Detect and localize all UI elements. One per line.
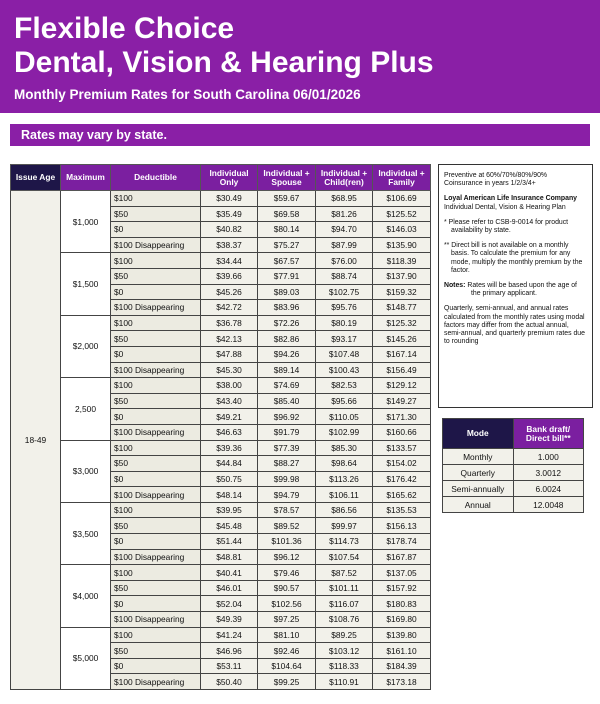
mode-cell: Monthly <box>443 449 514 465</box>
rate-cell: $51.44 <box>201 534 258 550</box>
notes-label: Notes: <box>444 282 466 290</box>
column-header-individual-family: Individual + Family <box>373 165 431 191</box>
rate-cell: $102.75 <box>316 284 373 300</box>
rate-cell: $167.14 <box>373 346 431 362</box>
deductible-cell: $50 <box>111 580 201 596</box>
deductible-cell: $50 <box>111 518 201 534</box>
rate-cell: $154.02 <box>373 456 431 472</box>
rate-cell: $48.14 <box>201 487 258 503</box>
rate-cell: $98.64 <box>316 456 373 472</box>
rate-cell: $46.01 <box>201 580 258 596</box>
rate-cell: $50.75 <box>201 471 258 487</box>
table-row <box>443 465 584 481</box>
table-row <box>11 440 431 456</box>
rate-cell: $85.40 <box>258 393 316 409</box>
rate-cell: $110.91 <box>316 674 373 690</box>
factor-cell: 1.000 <box>513 449 584 465</box>
rate-cell: $114.73 <box>316 534 373 550</box>
rate-cell: $146.03 <box>373 222 431 238</box>
deductible-cell: $100 Disappearing <box>111 674 201 690</box>
rate-cell: $101.11 <box>316 580 373 596</box>
rate-cell: $46.96 <box>201 643 258 659</box>
rate-cell: $89.14 <box>258 362 316 378</box>
rate-cell: $148.77 <box>373 300 431 316</box>
maximum-cell: $1,500 <box>61 253 111 315</box>
maximum-cell: 2,500 <box>61 378 111 440</box>
mode-cell: Annual <box>443 497 514 513</box>
rate-cell: $50.40 <box>201 674 258 690</box>
rate-cell: $45.30 <box>201 362 258 378</box>
deductible-cell: $100 <box>111 627 201 643</box>
rate-cell: $157.92 <box>373 580 431 596</box>
rate-cell: $159.32 <box>373 284 431 300</box>
rate-cell: $160.66 <box>373 424 431 440</box>
rate-cell: $165.62 <box>373 487 431 503</box>
rate-cell: $113.26 <box>316 471 373 487</box>
rate-cell: $95.76 <box>316 300 373 316</box>
rate-cell: $94.26 <box>258 346 316 362</box>
rate-cell: $106.69 <box>373 191 431 207</box>
rate-cell: $49.39 <box>201 612 258 628</box>
rate-cell: $95.66 <box>316 393 373 409</box>
deductible-cell: $50 <box>111 268 201 284</box>
rate-cell: $39.36 <box>201 440 258 456</box>
table-row <box>443 449 584 465</box>
title-line-2: Dental, Vision & Hearing Plus <box>14 46 434 79</box>
rate-cell: $167.87 <box>373 549 431 565</box>
table-row <box>443 497 584 513</box>
rate-cell: $156.49 <box>373 362 431 378</box>
rate-cell: $59.67 <box>258 191 316 207</box>
rate-cell: $173.18 <box>373 674 431 690</box>
rate-cell: $49.21 <box>201 409 258 425</box>
rate-cell: $92.46 <box>258 643 316 659</box>
column-header-individual-children: Individual + Child(ren) <box>316 165 373 191</box>
column-header-deductible: Deductible <box>111 165 201 191</box>
rate-cell: $176.42 <box>373 471 431 487</box>
rate-cell: $133.57 <box>373 440 431 456</box>
rate-cell: $48.81 <box>201 549 258 565</box>
deductible-cell: $0 <box>111 409 201 425</box>
mode-cell: Semi-annually <box>443 481 514 497</box>
deductible-cell: $50 <box>111 456 201 472</box>
rates-notice-banner: Rates may vary by state. <box>10 124 590 146</box>
column-header-maximum: Maximum <box>61 165 111 191</box>
issue-age-cell: 18-49 <box>11 191 61 690</box>
rate-cell: $76.00 <box>316 253 373 269</box>
rate-cell: $135.53 <box>373 502 431 518</box>
rate-cell: $87.99 <box>316 237 373 253</box>
rate-cell: $82.53 <box>316 378 373 394</box>
rate-cell: $90.57 <box>258 580 316 596</box>
rate-cell: $178.74 <box>373 534 431 550</box>
maximum-cell: $2,000 <box>61 315 111 377</box>
rate-cell: $85.30 <box>316 440 373 456</box>
column-header-mode: Mode <box>443 419 514 449</box>
page-header <box>0 0 600 113</box>
rate-cell: $77.39 <box>258 440 316 456</box>
deductible-cell: $100 <box>111 191 201 207</box>
rate-cell: $75.27 <box>258 237 316 253</box>
rate-cell: $77.91 <box>258 268 316 284</box>
rate-cell: $89.25 <box>316 627 373 643</box>
column-header-issue-age: Issue Age <box>11 165 61 191</box>
rate-cell: $103.12 <box>316 643 373 659</box>
rate-cell: $100.43 <box>316 362 373 378</box>
rate-cell: $169.80 <box>373 612 431 628</box>
rate-cell: $129.12 <box>373 378 431 394</box>
rate-cell: $44.84 <box>201 456 258 472</box>
rate-cell: $38.37 <box>201 237 258 253</box>
column-header-individual-spouse: Individual + Spouse <box>258 165 316 191</box>
deductible-cell: $0 <box>111 658 201 674</box>
table-row <box>11 253 431 269</box>
rate-cell: $135.90 <box>373 237 431 253</box>
maximum-cell: $5,000 <box>61 627 111 689</box>
rate-cell: $93.17 <box>316 331 373 347</box>
availability-note: * Please refer to CSB-9-0014 for product availability by state. <box>444 218 569 235</box>
rate-cell: $137.90 <box>373 268 431 284</box>
deductible-cell: $0 <box>111 471 201 487</box>
rate-cell: $97.25 <box>258 612 316 628</box>
column-header-bank-draft: Bank draft/ Direct bill** <box>513 419 584 449</box>
deductible-cell: $100 Disappearing <box>111 362 201 378</box>
rate-cell: $36.78 <box>201 315 258 331</box>
rate-table <box>10 164 431 690</box>
rate-cell: $80.19 <box>316 315 373 331</box>
company-name: Loyal American Life Insurance Company <box>444 195 578 203</box>
rate-cell: $89.52 <box>258 518 316 534</box>
rate-cell: $94.70 <box>316 222 373 238</box>
rate-cell: $99.25 <box>258 674 316 690</box>
rate-cell: $94.79 <box>258 487 316 503</box>
deductible-cell: $50 <box>111 331 201 347</box>
rate-cell: $171.30 <box>373 409 431 425</box>
factor-cell: 6.0024 <box>513 481 584 497</box>
rate-cell: $80.14 <box>258 222 316 238</box>
deductible-cell: $0 <box>111 534 201 550</box>
deductible-cell: $50 <box>111 643 201 659</box>
rate-cell: $86.56 <box>316 502 373 518</box>
rate-cell: $101.36 <box>258 534 316 550</box>
rate-cell: $125.52 <box>373 206 431 222</box>
rate-cell: $145.26 <box>373 331 431 347</box>
rate-cell: $34.44 <box>201 253 258 269</box>
direct-bill-note: ** Direct bill is not available on a monthly basis. To calculate the premium for any mode, multiply the monthly premium by the factor. <box>444 242 583 274</box>
rate-cell: $81.26 <box>316 206 373 222</box>
preventive-text: Preventive at 60%/70%/80%/90% <box>444 172 548 179</box>
modal-factor-body <box>443 449 584 513</box>
rate-cell: $180.83 <box>373 596 431 612</box>
table-row <box>11 502 431 518</box>
rate-cell: $107.54 <box>316 549 373 565</box>
deductible-cell: $100 Disappearing <box>111 424 201 440</box>
rate-table-body <box>11 191 431 690</box>
rate-cell: $42.13 <box>201 331 258 347</box>
rate-cell: $108.76 <box>316 612 373 628</box>
maximum-cell: $3,000 <box>61 440 111 502</box>
rate-cell: $137.05 <box>373 565 431 581</box>
deductible-cell: $100 <box>111 378 201 394</box>
rate-cell: $116.07 <box>316 596 373 612</box>
rate-cell: $46.63 <box>201 424 258 440</box>
table-row <box>11 315 431 331</box>
deductible-cell: $100 Disappearing <box>111 487 201 503</box>
rate-cell: $107.48 <box>316 346 373 362</box>
table-row <box>11 627 431 643</box>
rate-cell: $79.46 <box>258 565 316 581</box>
rate-cell: $47.88 <box>201 346 258 362</box>
rate-cell: $99.98 <box>258 471 316 487</box>
title-line-1: Flexible Choice <box>14 12 235 45</box>
coinsurance-text: Coinsurance in years 1/2/3/4+ <box>444 180 536 188</box>
rate-cell: $96.12 <box>258 549 316 565</box>
deductible-cell: $0 <box>111 284 201 300</box>
rate-cell: $161.10 <box>373 643 431 659</box>
rate-cell: $38.00 <box>201 378 258 394</box>
deductible-cell: $0 <box>111 346 201 362</box>
rate-cell: $102.99 <box>316 424 373 440</box>
rate-cell: $91.79 <box>258 424 316 440</box>
rate-cell: $45.26 <box>201 284 258 300</box>
rate-cell: $87.52 <box>316 565 373 581</box>
rate-cell: $184.39 <box>373 658 431 674</box>
deductible-cell: $0 <box>111 596 201 612</box>
rate-cell: $53.11 <box>201 658 258 674</box>
table-row <box>11 191 431 207</box>
subtitle: Monthly Premium Rates for South Carolina 06/01/2026 <box>14 87 361 102</box>
deductible-cell: $50 <box>111 393 201 409</box>
rate-cell: $99.97 <box>316 518 373 534</box>
column-header-individual-only: Individual Only <box>201 165 258 191</box>
rate-cell: $52.04 <box>201 596 258 612</box>
rate-cell: $82.86 <box>258 331 316 347</box>
notes-text: Rates will be based upon the age of the primary applicant. <box>467 282 577 298</box>
rate-cell: $83.96 <box>258 300 316 316</box>
rate-cell: $88.74 <box>316 268 373 284</box>
factor-cell: 3.0012 <box>513 465 584 481</box>
age-note <box>444 282 587 298</box>
maximum-cell: $3,500 <box>61 502 111 564</box>
rate-cell: $118.33 <box>316 658 373 674</box>
rate-cell: $118.39 <box>373 253 431 269</box>
deductible-cell: $100 <box>111 440 201 456</box>
deductible-cell: $50 <box>111 206 201 222</box>
rate-cell: $39.66 <box>201 268 258 284</box>
deductible-cell: $100 Disappearing <box>111 612 201 628</box>
deductible-cell: $100 Disappearing <box>111 237 201 253</box>
rate-cell: $125.32 <box>373 315 431 331</box>
rate-cell: $68.95 <box>316 191 373 207</box>
rate-cell: $43.40 <box>201 393 258 409</box>
rate-cell: $89.03 <box>258 284 316 300</box>
deductible-cell: $100 <box>111 502 201 518</box>
deductible-cell: $100 <box>111 253 201 269</box>
rate-cell: $69.58 <box>258 206 316 222</box>
rate-cell: $104.64 <box>258 658 316 674</box>
table-row <box>11 565 431 581</box>
factor-cell: 12.0048 <box>513 497 584 513</box>
rate-cell: $110.05 <box>316 409 373 425</box>
table-row <box>443 481 584 497</box>
rate-cell: $81.10 <box>258 627 316 643</box>
rate-cell: $30.49 <box>201 191 258 207</box>
rate-cell: $139.80 <box>373 627 431 643</box>
modal-factor-table <box>442 418 584 513</box>
rate-cell: $74.69 <box>258 378 316 394</box>
maximum-cell: $1,000 <box>61 191 111 253</box>
rate-cell: $88.27 <box>258 456 316 472</box>
rate-cell: $40.41 <box>201 565 258 581</box>
mode-cell: Quarterly <box>443 465 514 481</box>
deductible-cell: $0 <box>111 222 201 238</box>
rate-cell: $72.26 <box>258 315 316 331</box>
modal-rounding-note: Quarterly, semi-annual, and annual rates calculated from the monthly rates using modal factors may differ from the actual annual, semi-annual, and quarterly premium rates due to rounding <box>444 305 585 346</box>
rate-cell: $106.11 <box>316 487 373 503</box>
rate-cell: $67.57 <box>258 253 316 269</box>
rate-cell: $40.82 <box>201 222 258 238</box>
rate-cell: $156.13 <box>373 518 431 534</box>
rate-cell: $39.95 <box>201 502 258 518</box>
plan-name: Individual Dental, Vision & Hearing Plan <box>444 203 566 211</box>
rate-cell: $35.49 <box>201 206 258 222</box>
rate-cell: $149.27 <box>373 393 431 409</box>
plan-info-box <box>438 164 593 408</box>
rate-cell: $41.24 <box>201 627 258 643</box>
deductible-cell: $100 Disappearing <box>111 549 201 565</box>
rate-cell: $45.48 <box>201 518 258 534</box>
deductible-cell: $100 <box>111 315 201 331</box>
maximum-cell: $4,000 <box>61 565 111 627</box>
rate-cell: $78.57 <box>258 502 316 518</box>
deductible-cell: $100 Disappearing <box>111 300 201 316</box>
table-row <box>11 378 431 394</box>
rate-cell: $96.92 <box>258 409 316 425</box>
rate-cell: $42.72 <box>201 300 258 316</box>
rate-cell: $102.56 <box>258 596 316 612</box>
deductible-cell: $100 <box>111 565 201 581</box>
